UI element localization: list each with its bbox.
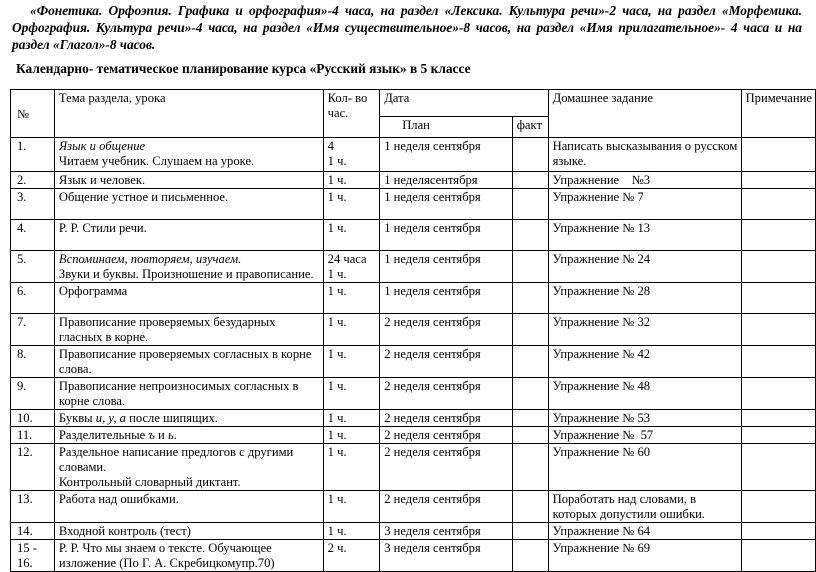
row-num: 11. — [11, 427, 55, 444]
row-fact — [512, 523, 548, 540]
row-homework: Упражнение № 7 — [548, 189, 741, 220]
row-hours: 1 ч. — [323, 491, 380, 523]
table-row — [11, 378, 816, 410]
row-plan: 1 неделясентября — [380, 172, 513, 189]
row-num: 14. — [11, 523, 55, 540]
row-topic: Орфограмма — [54, 283, 323, 314]
row-topic: Правописание проверяемых согласных в корне слова. — [54, 346, 323, 378]
row-num: 2. — [11, 172, 55, 189]
row-hours: 1 ч. — [323, 410, 380, 427]
row-plan: 2 неделя сентября — [380, 491, 513, 523]
row-topic — [54, 410, 323, 427]
table-row — [11, 523, 816, 540]
section-hours: 4 — [327, 139, 334, 153]
row-homework: Упражнение № 53 — [548, 410, 741, 427]
row-homework: Упражнение № 32 — [548, 314, 741, 346]
row-num: 13. — [11, 491, 55, 523]
table-row — [11, 172, 816, 189]
topic-text: . — [173, 428, 177, 442]
header-date: Дата — [380, 90, 548, 117]
row-fact — [512, 283, 548, 314]
row-fact — [512, 346, 548, 378]
row-homework: Написать высказывания о русском языке. — [548, 138, 741, 172]
row-fact — [512, 220, 548, 251]
row-plan: 1 неделя сентября — [380, 251, 513, 283]
topic-text: после шипящих. — [125, 411, 218, 425]
row-note — [741, 283, 815, 314]
row-num: 6. — [11, 283, 55, 314]
header-num: № — [11, 90, 55, 138]
row-fact — [512, 427, 548, 444]
table-row — [11, 491, 816, 523]
row-hours: 1 ч. — [323, 523, 380, 540]
row-fact — [512, 378, 548, 410]
row-topic: Работа над ошибками. — [54, 491, 323, 523]
topic-text-extra: Контрольный словарный диктант. — [58, 475, 241, 489]
row-note — [741, 314, 815, 346]
row-topic: Общение устное и письменное. — [54, 189, 323, 220]
row-note — [741, 189, 815, 220]
row-homework: Упражнение № 24 — [548, 251, 741, 283]
plan-table — [10, 89, 816, 572]
row-plan: 2 неделя сентября — [380, 444, 513, 491]
row-fact — [512, 314, 548, 346]
row-hours: 1 ч. — [323, 283, 380, 314]
row-topic — [54, 138, 323, 172]
row-plan: 2 неделя сентября — [380, 410, 513, 427]
row-homework: Упражнение № 42 — [548, 346, 741, 378]
row-plan: 1 неделя сентября — [380, 283, 513, 314]
row-num: 9. — [11, 378, 55, 410]
table-row — [11, 444, 816, 491]
table-row — [11, 314, 816, 346]
row-plan: 2 неделя сентября — [380, 346, 513, 378]
section-title: Язык и общение — [58, 139, 146, 153]
row-hours — [323, 138, 380, 172]
table-row — [11, 220, 816, 251]
topic-text: и — [154, 428, 168, 442]
table-row — [11, 427, 816, 444]
row-num: 1. — [11, 138, 55, 172]
row-fact — [512, 540, 548, 572]
section-title: Вспоминаем, повторяем, изучаем. — [58, 252, 242, 266]
row-plan: 3 неделя сентября — [380, 523, 513, 540]
plan-heading: Календарно- тематическое планирование курса «Русский язык» в 5 классе — [16, 61, 471, 76]
row-topic: Правописание непроизносимых согласных в корне слова. — [54, 378, 323, 410]
row-topic — [54, 427, 323, 444]
row-note — [741, 251, 815, 283]
row-homework: Упражнение № 64 — [548, 523, 741, 540]
row-topic: Входной контроль (тест) — [54, 523, 323, 540]
row-hours: 1 ч. — [323, 444, 380, 491]
row-hours — [323, 251, 380, 283]
row-hours: 1 ч. — [323, 346, 380, 378]
row-num: 7. — [11, 314, 55, 346]
row-topic: Р. Р. Что мы знаем о тексте. Обучающее изложение (По Г. А. Скребицкомупр.70) — [54, 540, 323, 572]
row-homework: Поработать над словами, в которых допустили ошибки. — [548, 491, 741, 523]
row-hours: 1 ч. — [323, 427, 380, 444]
header-hours: Кол- во час. — [323, 90, 380, 138]
row-hours: 1 ч. — [323, 314, 380, 346]
row-topic: Язык и человек. — [54, 172, 323, 189]
row-plan: 1 неделя сентября — [380, 189, 513, 220]
letters-italic: и, у, а — [95, 411, 126, 425]
row-note — [741, 444, 815, 491]
header-fact: факт — [512, 117, 548, 138]
row-note — [741, 346, 815, 378]
row-hours: 1 ч. — [323, 220, 380, 251]
row-num: 15 - 16. — [11, 540, 55, 572]
row-plan: 2 неделя сентября — [380, 314, 513, 346]
table-row — [11, 410, 816, 427]
row-topic: Правописание проверяемых безударных гласных в корне. — [54, 314, 323, 346]
row-fact — [512, 251, 548, 283]
row-plan: 2 неделя сентября — [380, 378, 513, 410]
row-homework: Упражнение №3 — [548, 172, 741, 189]
row-topic — [54, 444, 323, 491]
row-homework: Упражнение № 60 — [548, 444, 741, 491]
row-note — [741, 427, 815, 444]
topic-text: Буквы — [58, 411, 96, 425]
header-note: Примечание — [741, 90, 815, 138]
row-fact — [512, 172, 548, 189]
row-plan: 1 неделя сентября — [380, 220, 513, 251]
topic-text: Звуки и буквы. Произношение и правописание. — [58, 267, 314, 281]
row-homework: Упражнение № 48 — [548, 378, 741, 410]
row-num: 3. — [11, 189, 55, 220]
table-row — [11, 189, 816, 220]
lesson-hours: 1 ч. — [327, 154, 347, 168]
row-num: 12. — [11, 444, 55, 491]
row-num: 8. — [11, 346, 55, 378]
row-fact — [512, 189, 548, 220]
row-hours: 1 ч. — [323, 172, 380, 189]
row-fact — [512, 491, 548, 523]
row-note — [741, 138, 815, 172]
lesson-hours: 1 ч. — [327, 267, 347, 281]
row-note — [741, 410, 815, 427]
row-plan: 1 неделя сентября — [380, 138, 513, 172]
row-plan: 2 неделя сентября — [380, 427, 513, 444]
section-hours: 24 часа — [327, 252, 367, 266]
letter-italic: ь — [167, 428, 174, 442]
row-note — [741, 540, 815, 572]
table-row — [11, 346, 816, 378]
header-homework: Домашнее задание — [548, 90, 741, 138]
row-note — [741, 491, 815, 523]
row-hours: 1 ч. — [323, 189, 380, 220]
header-topic: Тема раздела, урока — [54, 90, 323, 138]
row-fact — [512, 138, 548, 172]
topic-text: Читаем учебник. Слушаем на уроке. — [58, 154, 255, 168]
row-topic: Р. Р. Стили речи. — [54, 220, 323, 251]
row-num: 10. — [11, 410, 55, 427]
row-hours: 2 ч. — [323, 540, 380, 572]
row-homework: Упражнение № 13 — [548, 220, 741, 251]
row-plan: 3 неделя сентября — [380, 540, 513, 572]
letter-italic: ъ — [148, 428, 155, 442]
intro-paragraph: «Фонетика. Орфоэпия. Графика и орфография»-4 часа, на раздел «Лексика. Культура речи»-2 часа, на раздел «Морфемика. Орфография. Культура речи»-4 часа, на раздел «Имя существительное»-8 часов, на раздел «Имя прилагательное»- 4 часа и на раздел «Глагол»-8 часов. — [12, 3, 802, 52]
row-topic — [54, 251, 323, 283]
row-note — [741, 172, 815, 189]
row-homework: Упражнение № 57 — [548, 427, 741, 444]
header-plan: План — [380, 117, 513, 138]
row-homework: Упражнение № 69 — [548, 540, 741, 572]
row-num: 4. — [11, 220, 55, 251]
row-fact — [512, 444, 548, 491]
topic-text: Разделительные — [58, 428, 149, 442]
row-hours: 1 ч. — [323, 378, 380, 410]
row-homework: Упражнение № 28 — [548, 283, 741, 314]
topic-text: Раздельное написание предлогов с другими словами. — [58, 445, 294, 474]
row-note — [741, 523, 815, 540]
table-row — [11, 251, 816, 283]
table-row — [11, 138, 816, 172]
table-row — [11, 540, 816, 572]
row-fact — [512, 410, 548, 427]
table-row — [11, 283, 816, 314]
row-num: 5. — [11, 251, 55, 283]
row-note — [741, 378, 815, 410]
row-note — [741, 220, 815, 251]
